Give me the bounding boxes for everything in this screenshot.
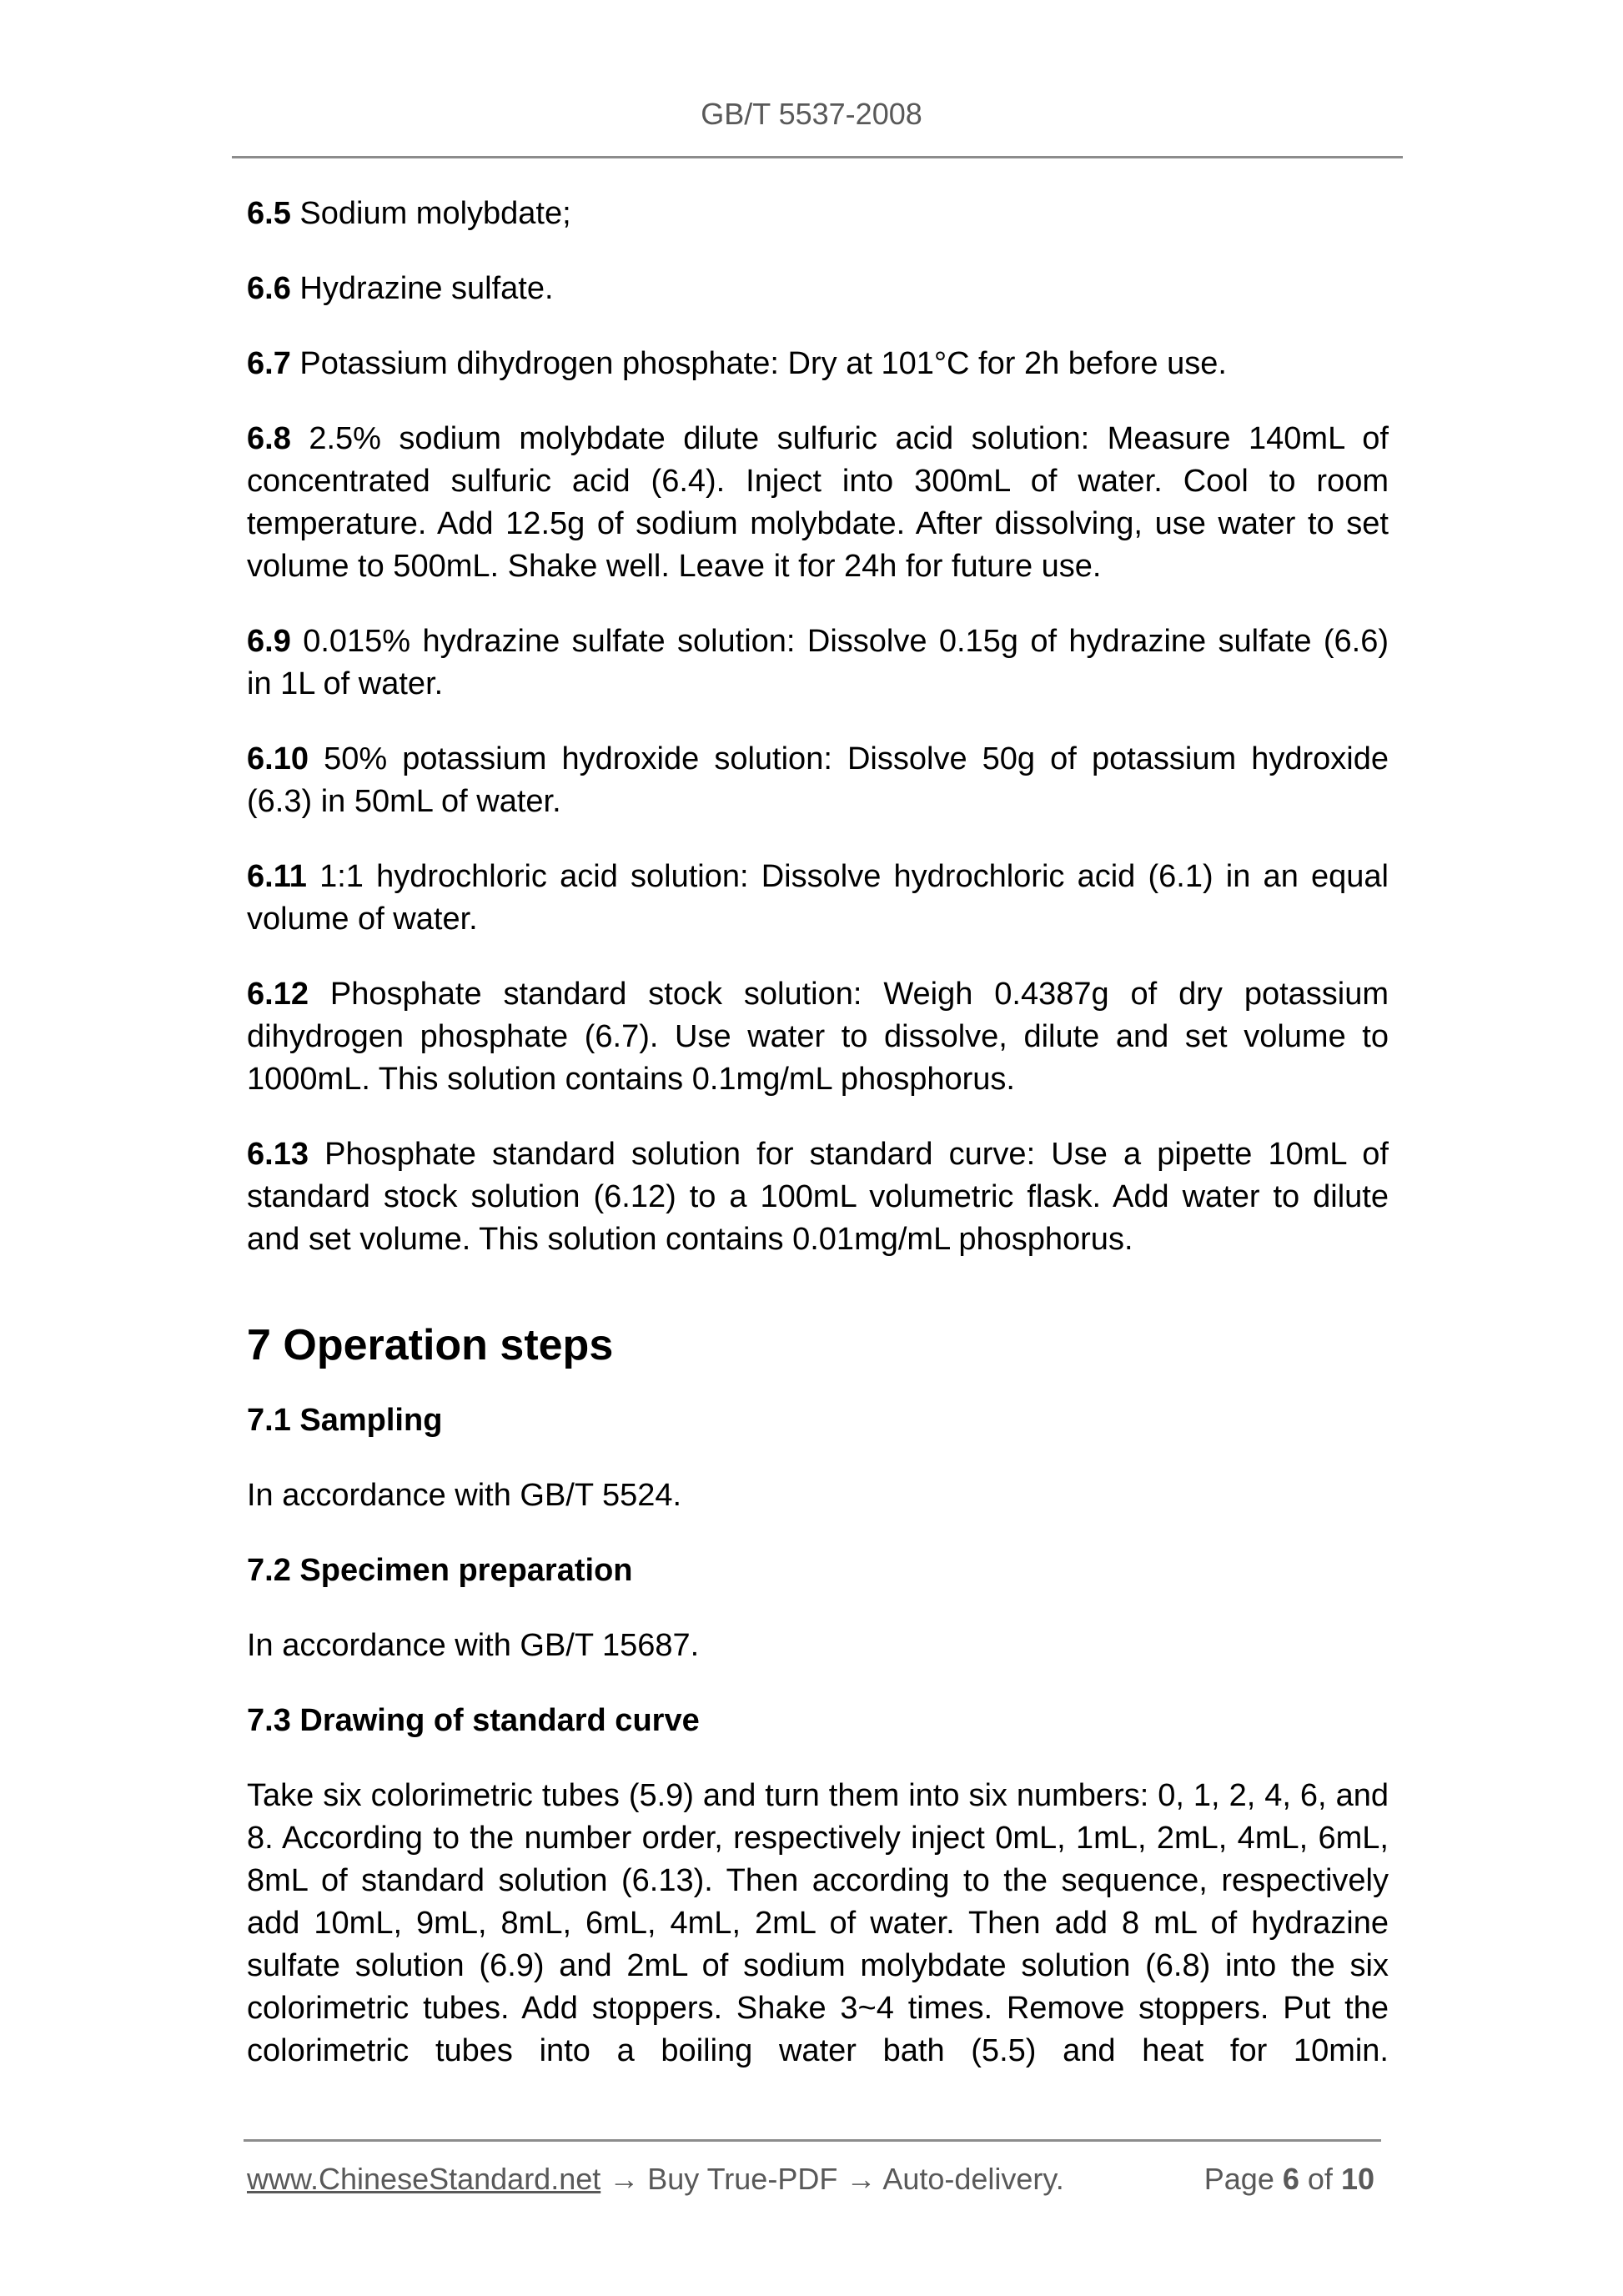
clause-6-5 bbox=[247, 193, 1389, 235]
subsection-heading-7-2: 7.2 Specimen preparation bbox=[247, 1553, 633, 1588]
of-label: of bbox=[1307, 2162, 1333, 2196]
document-body bbox=[247, 193, 1389, 2105]
clause-text: Potassium dihydrogen phosphate: Dry at 101°C for 2h before use. bbox=[299, 346, 1227, 381]
section-heading-7: 7 Operation steps bbox=[247, 1321, 614, 1369]
clause-6-12 bbox=[247, 973, 1389, 1101]
clause-number: 6.12 bbox=[247, 977, 309, 1012]
clause-number: 6.8 bbox=[247, 421, 291, 456]
clause-6-6 bbox=[247, 268, 1389, 310]
clause-number: 6.10 bbox=[247, 741, 309, 776]
subsection-text-7-1: In accordance with GB/T 5524. bbox=[247, 1478, 682, 1513]
clause-text: Phosphate standard solution for standard curve: Use a pipette 10mL of standard stock solution (6.12) to a 100mL volumetric flask. Add water to dilute and set volume. This solution contains 0.01mg/mL phosphorus. bbox=[247, 1137, 1389, 1257]
page-footer bbox=[247, 2162, 1374, 2197]
clause-number: 6.11 bbox=[247, 859, 307, 894]
clause-6-10 bbox=[247, 738, 1389, 823]
current-page: 6 bbox=[1282, 2162, 1299, 2196]
clause-6-8 bbox=[247, 418, 1389, 588]
clause-number: 6.5 bbox=[247, 196, 291, 231]
page-indicator bbox=[1204, 2162, 1374, 2197]
subsection-heading-7-3: 7.3 Drawing of standard curve bbox=[247, 1703, 700, 1738]
clause-6-9 bbox=[247, 620, 1389, 706]
footer-promo bbox=[247, 2162, 1064, 2197]
clause-text: Sodium molybdate; bbox=[299, 196, 571, 231]
subsection-text-7-2: In accordance with GB/T 15687. bbox=[247, 1628, 700, 1663]
document-header: GB/T 5537-2008 bbox=[701, 97, 922, 131]
header-divider bbox=[232, 156, 1403, 158]
page-label: Page bbox=[1203, 2162, 1274, 2196]
clause-number: 6.7 bbox=[247, 346, 291, 381]
clause-6-7 bbox=[247, 343, 1389, 385]
subsection-heading-7-1: 7.1 Sampling bbox=[247, 1403, 443, 1438]
footer-tagline: → Buy True-PDF → Auto-delivery. bbox=[600, 2162, 1064, 2196]
subsection-text-7-3: Take six colorimetric tubes (5.9) and turn them into six numbers: 0, 1, 2, 4, 6, and 8. According to the number order, respectively inject 0mL, 1mL, 2mL, 4mL, 6mL, 8mL of standard solution (6.13). Then according to the sequence, respectively add 10mL, 9mL, 8mL, 6mL, 4mL, 2mL of water. Then add 8 mL of hydrazine sulfate solution (6.9) and 2mL of sodium molybdate solution (6.8) into the six colorimetric tubes. Add stoppers. Shake 3~4 times. Remove stoppers. Put the colorimetric tubes into a boiling water bath (5.5) and heat for 10min. bbox=[247, 1778, 1389, 2068]
website-link[interactable]: www.ChineseStandard.net bbox=[247, 2162, 601, 2196]
total-pages: 10 bbox=[1340, 2162, 1374, 2196]
clause-6-13 bbox=[247, 1133, 1389, 1261]
clause-text: 50% potassium hydroxide solution: Dissolve 50g of potassium hydroxide (6.3) in 50mL of water. bbox=[247, 741, 1389, 819]
clause-text: 2.5% sodium molybdate dilute sulfuric acid solution: Measure 140mL of concentrated sulfuric acid (6.4). Inject into 300mL of water. Cool to room temperature. Add 12.5g of sodium molybdate. After dissolving, use water to set volume to 500mL. Shake well. Leave it for 24h for future use. bbox=[247, 421, 1389, 584]
clause-6-11 bbox=[247, 856, 1389, 941]
clause-number: 6.6 bbox=[247, 271, 291, 306]
clause-text: 1:1 hydrochloric acid solution: Dissolve hydrochloric acid (6.1) in an equal volume of water. bbox=[247, 859, 1389, 937]
clause-text: Phosphate standard stock solution: Weigh 0.4387g of dry potassium dihydrogen phosphate (6.7). Use water to dissolve, dilute and set volume to 1000mL. This solution contains 0.1mg/mL phosphorus. bbox=[247, 977, 1389, 1097]
footer-divider bbox=[244, 2139, 1381, 2142]
clause-number: 6.9 bbox=[247, 624, 291, 659]
clause-text: Hydrazine sulfate. bbox=[299, 271, 554, 306]
clause-text: 0.015% hydrazine sulfate solution: Dissolve 0.15g of hydrazine sulfate (6.6) in 1L of water. bbox=[247, 624, 1389, 701]
clause-number: 6.13 bbox=[247, 1137, 309, 1172]
